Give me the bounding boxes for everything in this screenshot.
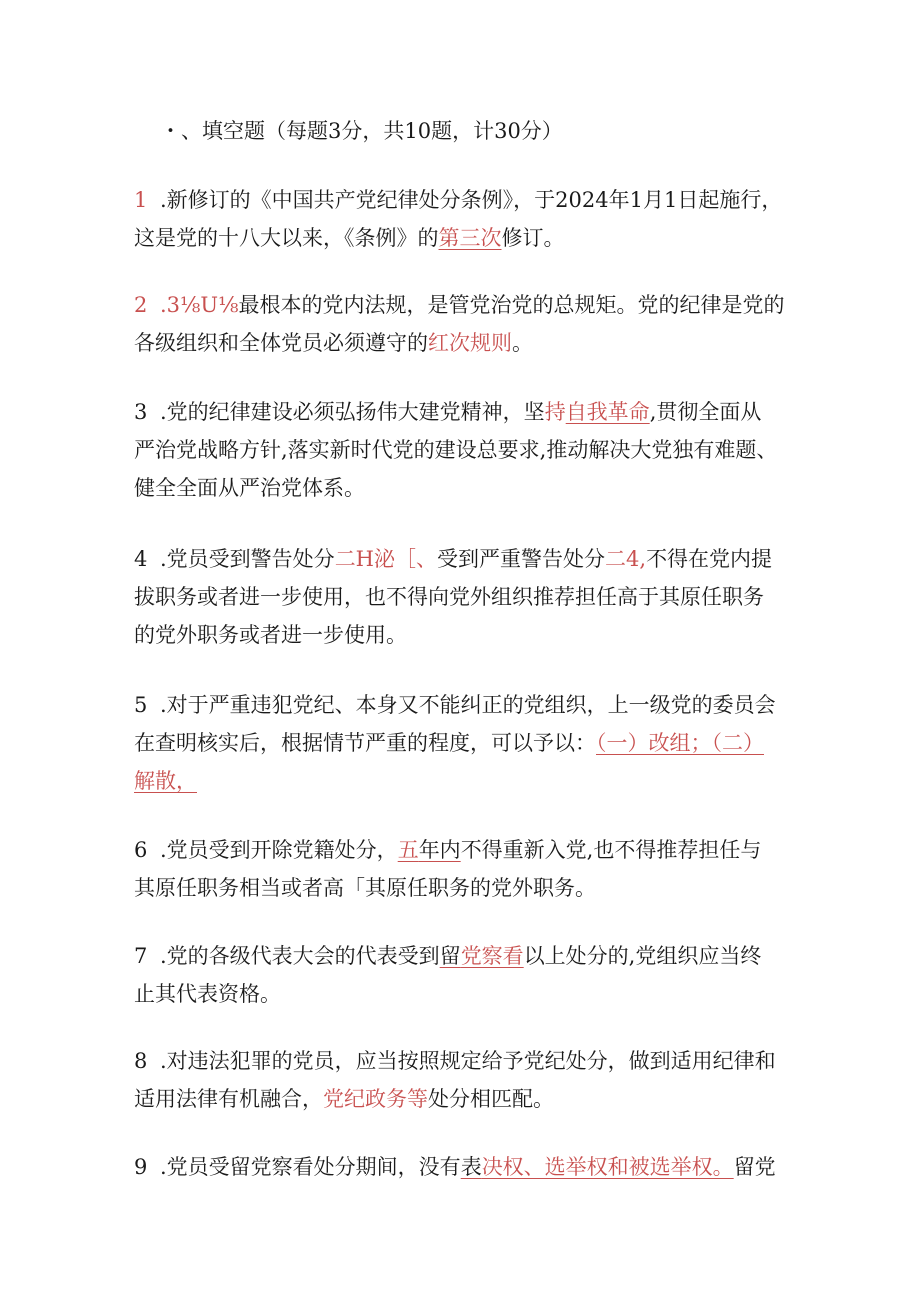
question-line xyxy=(134,686,814,724)
question-line xyxy=(134,762,814,800)
answer-blank: 第三次 xyxy=(438,226,502,250)
question-line xyxy=(134,181,814,219)
question-text: .对违法犯罪的党员，应当按照规定给予党纪处分，做到适用纪律和 xyxy=(160,1049,776,1073)
answer-blank: 二H泌［、 xyxy=(334,547,438,571)
answer-blank: 决权、选举权和被选举权。 xyxy=(481,1155,734,1179)
answer-blank: 持 xyxy=(544,400,566,424)
question-5 xyxy=(134,686,814,800)
question-text: 严治党战略方针,落实新时代党的建设总要求,推动解决大党独有难题、 xyxy=(134,438,778,462)
question-8 xyxy=(134,1042,814,1118)
question-line xyxy=(134,1148,814,1186)
question-text: 在查明核实后，根据情节严重的程度，可以予以： xyxy=(134,731,596,755)
question-number: 4 xyxy=(134,547,148,571)
question-text: 最根本的党内法规，是管党治党的总规矩。党的纪律是党的 xyxy=(238,293,785,317)
question-text: 。 xyxy=(512,331,533,355)
question-line xyxy=(134,324,814,362)
question-text: 这是党的十八大以来，《条例》的 xyxy=(134,226,439,250)
question-line xyxy=(134,431,814,469)
question-text: 处分相匹配。 xyxy=(428,1087,554,1111)
question-number: 6 xyxy=(134,838,148,862)
answer-blank: 党纪政务等 xyxy=(323,1087,428,1111)
question-text: 留党 xyxy=(733,1155,776,1179)
question-2 xyxy=(134,286,814,362)
answer-blank: 红次规则 xyxy=(428,331,512,355)
question-line xyxy=(134,219,814,257)
answer-blank: 二4, xyxy=(605,547,647,571)
question-text: 受到严重警告处分 xyxy=(437,547,606,571)
question-text: .党员受到警告处分 xyxy=(160,547,335,571)
question-line xyxy=(134,975,814,1013)
question-text: ,贯彻全面从 xyxy=(649,400,762,424)
question-text: 不得在党内提 xyxy=(646,547,773,571)
question-text: .对于严重违犯党纪、本身又不能纠正的党组织，上一级党的委员会 xyxy=(160,693,776,717)
question-text: 适用法律有机融合， xyxy=(134,1087,323,1111)
question-7 xyxy=(134,937,814,1013)
question-1 xyxy=(134,181,814,257)
question-line xyxy=(134,469,814,507)
question-text: 以上处分的,党组织应当终 xyxy=(523,944,762,968)
answer-blank: .3⅛U⅛ xyxy=(160,293,239,317)
answer-blank: 解散， xyxy=(134,769,197,793)
question-line xyxy=(134,724,814,762)
question-text: 拔职务或者进一步使用，也不得向党外组织推荐担任高于其原任职务 xyxy=(134,585,764,609)
answer-blank: 留 xyxy=(439,944,461,968)
question-line xyxy=(134,1080,814,1118)
question-line xyxy=(134,937,814,975)
question-9 xyxy=(134,1148,814,1186)
section-title: ・、填空题（每题3分，共10题，计30分） xyxy=(160,119,563,143)
answer-blank: 表 xyxy=(460,1155,482,1179)
answer-blank: 自我革命 xyxy=(565,400,650,424)
question-text: 各级组织和全体党员必须遵守的 xyxy=(134,331,428,355)
question-text: .新修订的《中国共产党纪律处分条例》，于2024年1月1日起施行， xyxy=(160,188,783,212)
question-text: .党的各级代表大会的代表受到 xyxy=(160,944,440,968)
question-6 xyxy=(134,831,814,907)
question-text: 健全全面从严治党体系。 xyxy=(134,476,365,500)
question-4 xyxy=(134,540,814,654)
question-number: 8 xyxy=(134,1049,148,1073)
question-line xyxy=(134,869,814,907)
question-line xyxy=(134,831,814,869)
question-line xyxy=(134,1042,814,1080)
question-text: 止其代表资格。 xyxy=(134,982,281,1006)
question-line xyxy=(134,286,814,324)
question-line xyxy=(134,578,814,616)
question-line xyxy=(134,393,814,431)
answer-blank: 年内 xyxy=(418,838,461,862)
question-line xyxy=(134,540,814,578)
answer-blank: 党察看 xyxy=(460,944,524,968)
question-text: .党员受到开除党籍处分， xyxy=(160,838,398,862)
question-text: 的党外职务或者进一步使用。 xyxy=(134,623,407,647)
question-text: .党员受留党察看处分期间，没有 xyxy=(160,1155,461,1179)
question-number: 7 xyxy=(134,944,148,968)
question-text: .党的纪律建设必须弘扬伟大建党精神，坚 xyxy=(160,400,545,424)
question-number: 1 xyxy=(134,188,148,212)
question-3 xyxy=(134,393,814,507)
question-number: 5 xyxy=(134,693,148,717)
question-text: 修订。 xyxy=(501,226,565,250)
question-number: 2 xyxy=(134,293,148,317)
question-number: 9 xyxy=(134,1155,148,1179)
question-number: 3 xyxy=(134,400,148,424)
question-line xyxy=(134,616,814,654)
question-text: 不得重新入党,也不得推荐担任与 xyxy=(460,838,762,862)
answer-blank: （一）改组；（二） xyxy=(596,731,764,755)
answer-blank: 五 xyxy=(397,838,419,862)
question-text: 其原任职务相当或者高「其原任职务的党外职务。 xyxy=(134,876,596,900)
